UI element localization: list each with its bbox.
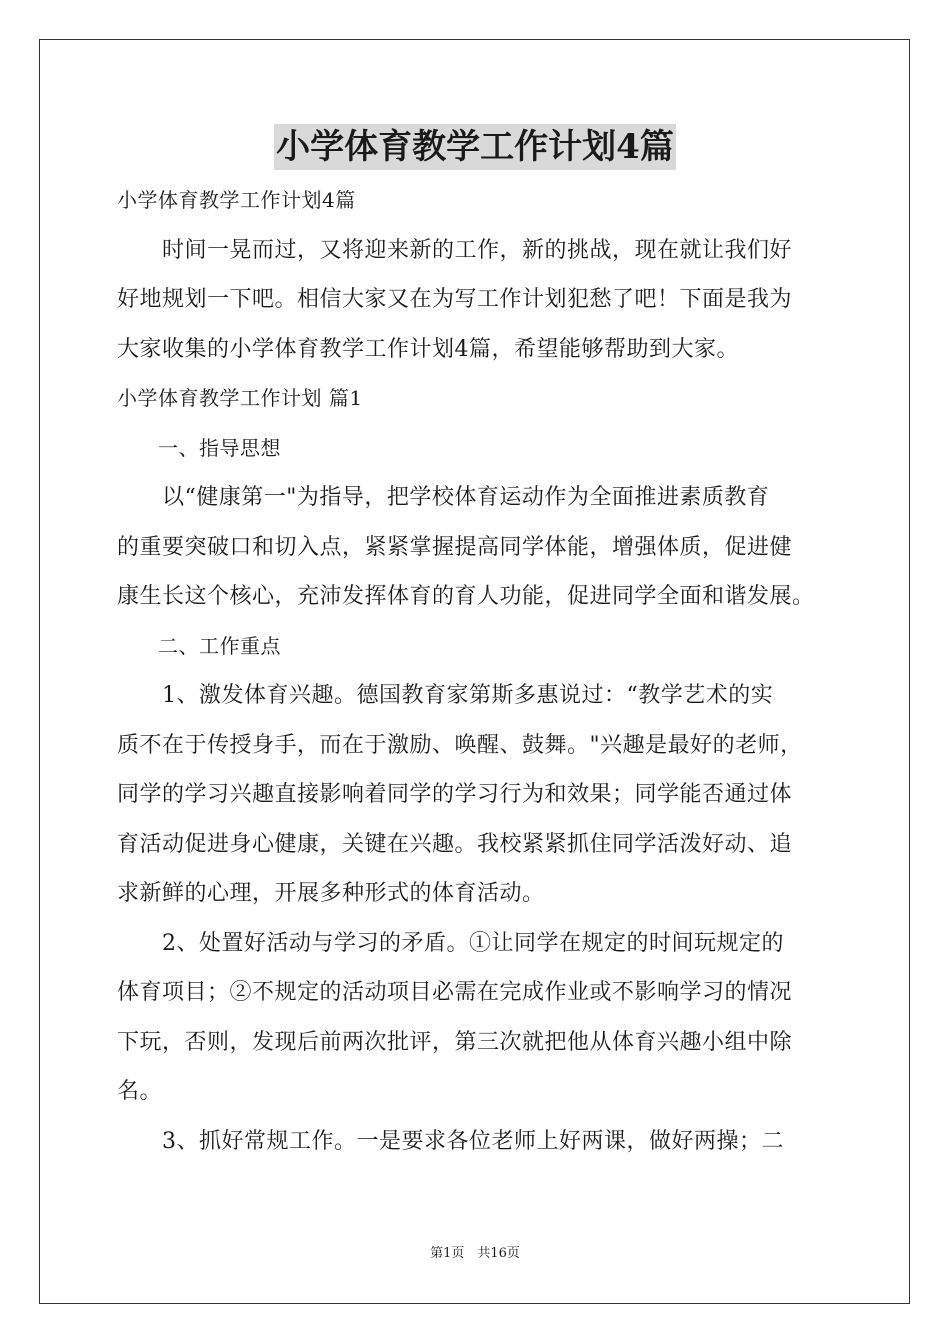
body-line: 大家收集的小学体育教学工作计划4篇，希望能够帮助到大家。 <box>117 336 739 362</box>
body-line: 名。 <box>117 1079 163 1104</box>
document-title: 小学体育教学工作计划4篇 <box>274 124 676 170</box>
body-line: 育活动促进身心健康，关键在兴趣。我校紧紧抓住同学活泼好动、追 <box>117 831 793 857</box>
page-footer: 第1页 共16页 <box>430 1246 520 1261</box>
subsection-heading: 一、指导思想 <box>117 435 281 460</box>
body-line: 3、抓好常规工作。一是要求各位老师上好两课，做好两操；二 <box>117 1128 784 1154</box>
document-title-wrap <box>0 124 950 179</box>
body-line: 时间一晃而过，又将迎来新的工作，新的挑战，现在就让我们好 <box>117 237 793 263</box>
body-line: 同学的学习兴趣直接影响着同学的学习行为和效果；同学能否通过体 <box>117 782 793 807</box>
body-line: 求新鲜的心理，开展多种形式的体育活动。 <box>117 881 545 906</box>
body-line: 以“健康第一"为指导，把学校体育运动作为全面推进素质教育 <box>117 485 770 510</box>
body-line: 1、激发体育兴趣。德国教育家第斯多惠说过：“教学艺术的实 <box>117 683 774 708</box>
subsection-heading: 二、工作重点 <box>117 633 281 658</box>
body-line: 下玩，否则，发现后前两次批评，第三次就把他从体育兴趣小组中除 <box>117 1029 793 1055</box>
body-line: 的重要突破口和切入点，紧紧掌握提高同学体能，增强体质，促进健 <box>117 534 793 560</box>
body-line: 体育项目；②不规定的活动项目必需在完成作业或不影响学习的情况 <box>117 980 793 1005</box>
subtitle-line: 小学体育教学工作计划4篇 <box>117 188 356 212</box>
body-line: 康生长这个核心，充沛发挥体育的育人功能，促进同学全面和谐发展。 <box>117 584 815 609</box>
body-line: 2、处置好活动与学习的矛盾。①让同学在规定的时间玩规定的 <box>117 930 784 956</box>
body-line: 质不在于传授身手，而在于激励、唤醒、鼓舞。"兴趣是最好的老师， <box>117 732 803 758</box>
body-line: 好地规划一下吧。相信大家又在为写工作计划犯愁了吧！下面是我为 <box>117 287 793 312</box>
section-heading: 小学体育教学工作计划 篇1 <box>117 386 363 410</box>
document-body <box>117 176 839 1166</box>
